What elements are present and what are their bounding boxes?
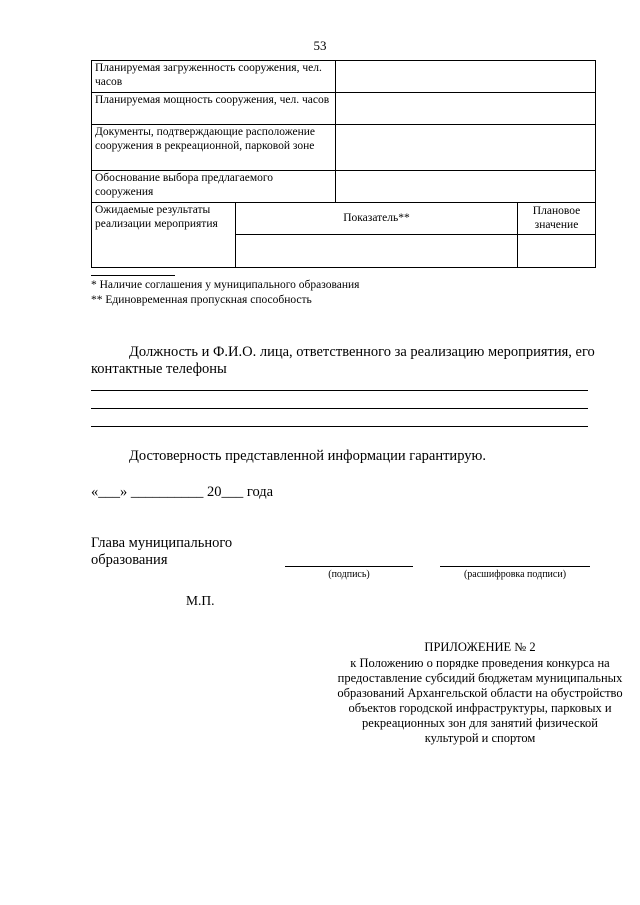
appendix-title: ПРИЛОЖЕНИЕ № 2: [424, 640, 536, 654]
footnote-1: * Наличие соглашения у муниципального образования: [91, 279, 360, 291]
fill-line: [91, 390, 588, 391]
row-value: [336, 61, 596, 93]
table-row: [92, 93, 596, 125]
row-value: [336, 171, 596, 203]
decoding-caption: (расшифровка подписи): [463, 569, 567, 580]
indicator-cell: [236, 235, 518, 268]
signature-decoding-line: [440, 566, 590, 567]
date-line: «___» __________ 20___ года: [91, 484, 274, 500]
fill-line: [91, 408, 588, 409]
fill-line: [91, 426, 588, 427]
project-info-table: [91, 60, 596, 268]
signature-caption: (подпись): [328, 569, 370, 580]
footnote-2: ** Единовременная пропускная способность: [91, 294, 312, 306]
planned-value-cell: [518, 235, 596, 268]
planned-value-header: Плановое значение: [518, 203, 596, 235]
page-number: 53: [313, 38, 327, 53]
row-label: Планируемая мощность сооружения, чел. часов: [92, 93, 336, 125]
appendix-text: к Положению о порядке проведения конкурса на предоставление субсидий бюджетам муниципальных образований Архангельской области на обустройство объектов городской инфраструктуры, парковых и рекреационных зон для занятий физической культурой и спортом: [337, 656, 623, 745]
table-row: [92, 171, 596, 203]
results-label: Ожидаемые результаты реализации мероприятия: [92, 203, 236, 268]
table-row: [92, 61, 596, 93]
row-label: Обоснование выбора предлагаемого сооружения: [92, 171, 336, 203]
table-row: [92, 125, 596, 171]
row-value: [336, 125, 596, 171]
indicator-header: Показатель**: [236, 203, 518, 235]
signature-line: [285, 566, 413, 567]
signatory-title: Глава муниципального образования: [91, 535, 233, 568]
stamp-label: М.П.: [186, 593, 215, 608]
table-row: [92, 203, 596, 235]
guarantee-text: Достоверность представленной информации гарантирую.: [129, 448, 486, 464]
footnote-separator: [91, 275, 175, 276]
row-value: [336, 93, 596, 125]
row-label: Документы, подтверждающие расположение сооружения в рекреационной, парковой зоне: [92, 125, 336, 171]
responsible-person-text: Должность и Ф.И.О. лица, ответственного за реализацию мероприятия, его контактные телефоны: [91, 344, 595, 377]
row-label: Планируемая загруженность сооружения, чел. часов: [92, 61, 336, 93]
